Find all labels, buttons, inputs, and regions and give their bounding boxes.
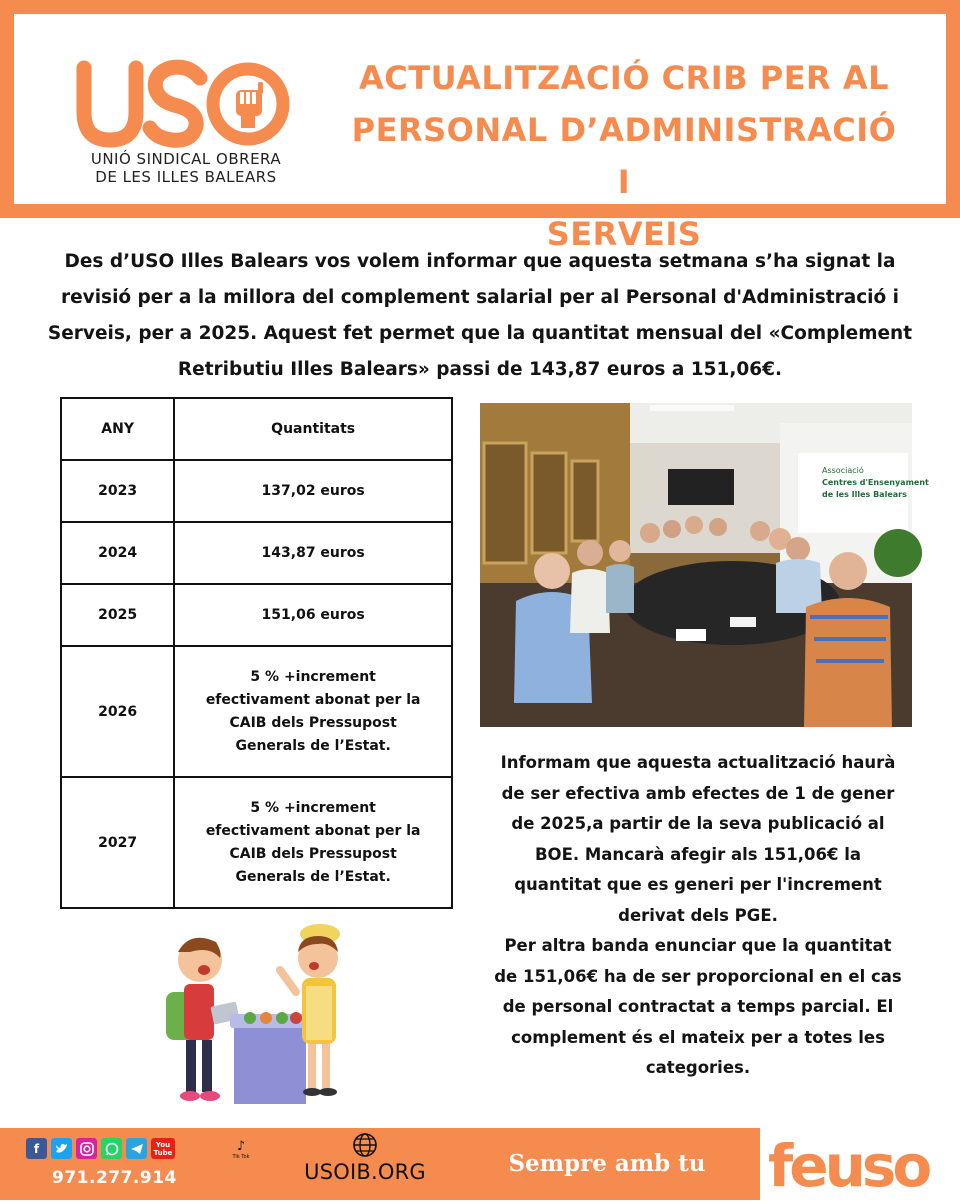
text-line: de ser efectiva amb efectes de 1 de gener xyxy=(501,783,895,803)
fist-icon xyxy=(236,82,263,128)
meeting-photo xyxy=(480,403,929,727)
table-row xyxy=(61,460,452,522)
feuso-logo xyxy=(760,1128,960,1200)
table-row xyxy=(61,646,452,777)
table-row xyxy=(61,522,452,584)
text-line: de 2025,a partir de la seva publicació al xyxy=(511,814,885,833)
telegram-icon[interactable] xyxy=(126,1138,147,1159)
text-line: categories. xyxy=(645,1058,751,1077)
intro-line: Serveis, per a 2025. Aquest fet permet que la quantitat mensual del «Complement xyxy=(47,323,913,344)
amount-cell: 151,06 euros xyxy=(174,584,452,646)
amount-line: CAIB dels Pressupost xyxy=(229,845,397,862)
sign-text: Centres d'Ensenyament xyxy=(822,478,929,487)
amount-line: CAIB dels Pressupost xyxy=(229,714,397,731)
boy-figure xyxy=(166,938,240,1101)
amount-line: Generals de l’Estat. xyxy=(235,868,391,885)
amount-cell: 143,87 euros xyxy=(174,522,452,584)
amount-cell xyxy=(174,777,452,908)
phone-number[interactable]: 971.277.914 xyxy=(52,1168,177,1188)
logo-subtitle-line2: DE LES ILLES BALEARS xyxy=(95,168,277,186)
canteen-illustration xyxy=(150,922,360,1107)
text-line: complement és el mateix per a totes les xyxy=(511,1027,885,1047)
whatsapp-icon[interactable] xyxy=(101,1138,122,1159)
quantities-table xyxy=(60,397,453,909)
table-row xyxy=(61,584,452,646)
amount-line: efectivament abonat per la xyxy=(205,822,421,839)
twitter-icon[interactable] xyxy=(51,1138,72,1159)
amount-line: efectivament abonat per la xyxy=(205,691,421,708)
youtube-label: You xyxy=(155,1140,171,1149)
intro-line: Retributiu Illes Balears» passi de 143,87 euros a 151,06€. xyxy=(177,359,783,380)
uso-logo-mark xyxy=(76,54,296,150)
globe-icon xyxy=(352,1132,378,1158)
amount-cell xyxy=(174,646,452,777)
sign-text: de les Illes Balears xyxy=(822,490,907,499)
intro-line: revisió per a la millora del complement salarial per al Personal d'Administració i xyxy=(60,287,900,308)
title-line2: PERSONAL D’ADMINISTRACIÓ I xyxy=(351,111,897,201)
text-line: BOE. Mancarà afegir als 151,06€ la xyxy=(534,844,861,864)
text-line: de 151,06€ ha de ser proporcional en el cas xyxy=(494,966,902,986)
website-link[interactable]: USOIB.ORG xyxy=(304,1160,426,1184)
instagram-icon[interactable] xyxy=(76,1138,97,1159)
update-details-text xyxy=(478,748,918,1084)
page-title xyxy=(344,52,904,260)
header-year: ANY xyxy=(61,398,174,460)
sign-text: Associació xyxy=(822,466,864,475)
amount-line: Generals de l’Estat. xyxy=(235,737,391,754)
amount-line: 5 % +increment xyxy=(250,799,376,816)
feuso-logo-text: feuso xyxy=(768,1132,929,1200)
year-cell: 2025 xyxy=(61,584,174,646)
footer-bar xyxy=(0,1128,960,1200)
header-frame xyxy=(0,0,960,253)
table-header-row xyxy=(61,398,452,460)
slogan: Sempre amb tu xyxy=(508,1150,706,1177)
title-line3: SERVEIS xyxy=(546,215,702,253)
title-line1: ACTUALITZACIÓ CRIB PER AL xyxy=(359,59,889,97)
youtube-label: Tube xyxy=(153,1148,173,1157)
header-amount: Quantitats xyxy=(174,398,452,460)
intro-line: Des d’USO Illes Balears vos volem informar que aquesta setmana s’ha signat la xyxy=(64,251,896,272)
text-line: Informam que aquesta actualització haurà xyxy=(500,753,896,772)
logo-subtitle-line1: UNIÓ SINDICAL OBRERA xyxy=(90,150,282,168)
header-panel xyxy=(14,14,946,253)
text-line: quantitat que es generi per l'increment xyxy=(514,875,882,894)
youtube-icon[interactable] xyxy=(151,1138,175,1159)
tiktok-icon[interactable]: ♪ Tik Tok xyxy=(232,1139,250,1160)
social-links xyxy=(26,1138,175,1164)
year-cell: 2027 xyxy=(61,777,174,908)
text-line: Per altra banda enunciar que la quantitat xyxy=(504,936,892,955)
amount-line: 5 % +increment xyxy=(250,668,376,685)
text-line: de personal contractat a temps parcial. El xyxy=(502,997,894,1016)
intro-paragraph xyxy=(40,244,920,388)
text-line: derivat dels PGE. xyxy=(618,905,778,925)
year-cell: 2023 xyxy=(61,460,174,522)
amount-cell: 137,02 euros xyxy=(174,460,452,522)
year-cell: 2024 xyxy=(61,522,174,584)
tiktok-label: Tik Tok xyxy=(232,1154,250,1160)
table-row xyxy=(61,777,452,908)
uso-logo xyxy=(76,54,296,194)
year-cell: 2026 xyxy=(61,646,174,777)
facebook-icon[interactable]: f xyxy=(26,1138,47,1159)
